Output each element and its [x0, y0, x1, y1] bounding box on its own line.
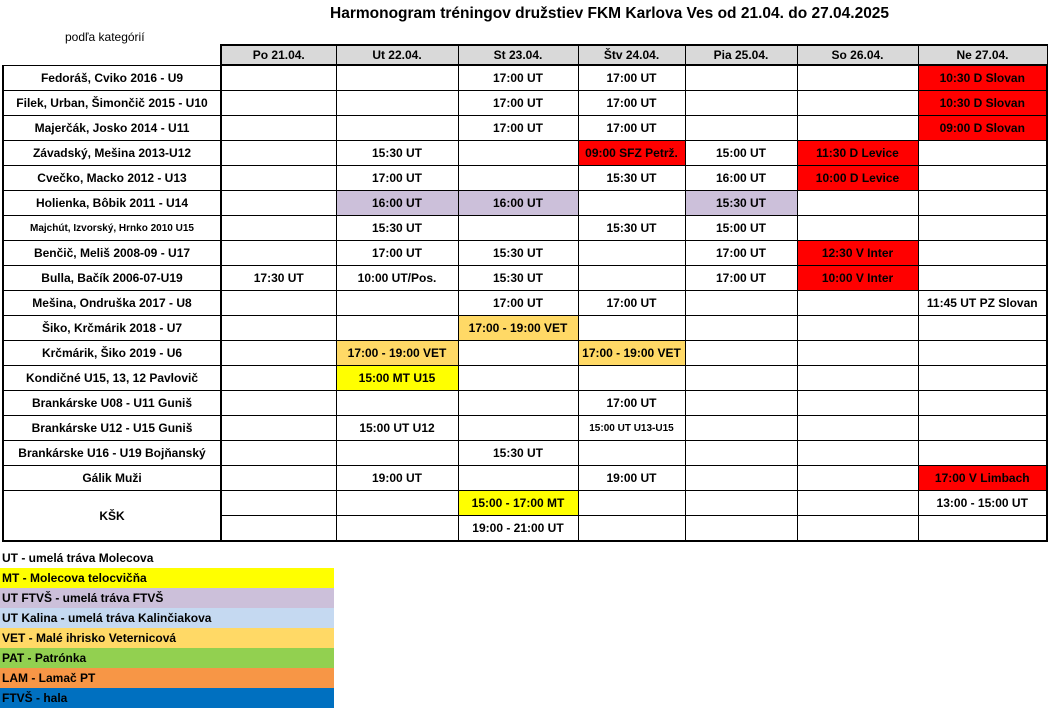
schedule-table: [2, 44, 1048, 542]
header-corner: [3, 45, 221, 65]
schedule-cell: 15:00 UT: [685, 141, 797, 166]
schedule-cell: [336, 516, 458, 542]
team-label: Cvečko, Macko 2012 - U13: [3, 166, 221, 191]
schedule-cell: [221, 291, 336, 316]
schedule-cell: [221, 91, 336, 116]
schedule-cell: 10:30 D Slovan: [918, 65, 1047, 91]
schedule-cell: [221, 366, 336, 391]
schedule-cell: 17:00 UT: [578, 291, 685, 316]
day-header: Ut 22.04.: [336, 45, 458, 65]
schedule-cell: [918, 391, 1047, 416]
schedule-cell: [221, 491, 336, 516]
schedule-cell: [458, 216, 578, 241]
schedule-cell: 10:00 UT/Pos.: [336, 266, 458, 291]
legend-item: LAM - Lamač PT: [0, 668, 334, 688]
legend-item: UT - umelá tráva Molecova: [0, 548, 334, 568]
schedule-cell: 17:00 UT: [685, 241, 797, 266]
schedule-cell: [797, 341, 918, 366]
schedule-cell: [918, 191, 1047, 216]
schedule-row: [3, 65, 1047, 91]
schedule-cell: [578, 316, 685, 341]
schedule-cell: [918, 216, 1047, 241]
schedule-cell: [918, 266, 1047, 291]
schedule-cell: [458, 366, 578, 391]
team-label: Krčmárik, Šiko 2019 - U6: [3, 341, 221, 366]
schedule-cell: [685, 291, 797, 316]
schedule-cell: [797, 291, 918, 316]
schedule-row: [3, 391, 1047, 416]
schedule-cell: 16:00 UT: [458, 191, 578, 216]
schedule-cell: [221, 416, 336, 441]
schedule-cell: 10:00 D Levice: [797, 166, 918, 191]
schedule-cell: 15:30 UT: [458, 266, 578, 291]
schedule-cell: 15:30 UT: [578, 166, 685, 191]
schedule-cell: [221, 516, 336, 542]
schedule-cell: [578, 366, 685, 391]
schedule-cell: [221, 466, 336, 491]
schedule-cell: [918, 416, 1047, 441]
schedule-cell: [685, 341, 797, 366]
schedule-cell: 15:30 UT: [578, 216, 685, 241]
schedule-cell: 17:00 - 19:00 VET: [578, 341, 685, 366]
schedule-cell: [797, 491, 918, 516]
schedule-row: [3, 141, 1047, 166]
schedule-cell: [221, 141, 336, 166]
schedule-cell: [458, 416, 578, 441]
schedule-cell: [918, 141, 1047, 166]
legend-item: PAT - Patrónka: [0, 648, 334, 668]
schedule-row: [3, 241, 1047, 266]
schedule-cell: [578, 191, 685, 216]
schedule-cell: 13:00 - 15:00 UT: [918, 491, 1047, 516]
schedule-cell: 17:00 UT: [336, 166, 458, 191]
schedule-cell: [797, 116, 918, 141]
team-label: Závadský, Mešina 2013-U12: [3, 141, 221, 166]
team-label: Brankárske U16 - U19 Bojňanský: [3, 441, 221, 466]
schedule-cell: 17:00 V Limbach: [918, 466, 1047, 491]
schedule-cell: 15:30 UT: [336, 216, 458, 241]
team-label: KŠK: [3, 491, 221, 542]
schedule-cell: [685, 65, 797, 91]
schedule-cell: 17:00 UT: [336, 241, 458, 266]
team-label: Brankárske U08 - U11 Guniš: [3, 391, 221, 416]
schedule-cell: [221, 441, 336, 466]
team-label: Holienka, Bôbik 2011 - U14: [3, 191, 221, 216]
schedule-cell: [221, 65, 336, 91]
schedule-cell: 17:00 UT: [458, 116, 578, 141]
team-label: Filek, Urban, Šimončič 2015 - U10: [3, 91, 221, 116]
team-label: Fedoráš, Cviko 2016 - U9: [3, 65, 221, 91]
day-header: Ne 27.04.: [918, 45, 1047, 65]
schedule-cell: [336, 441, 458, 466]
team-label: Majerčák, Josko 2014 - U11: [3, 116, 221, 141]
schedule-cell: [797, 316, 918, 341]
schedule-cell: [221, 316, 336, 341]
schedule-row: [3, 191, 1047, 216]
schedule-cell: 15:30 UT: [685, 191, 797, 216]
schedule-cell: 10:30 D Slovan: [918, 91, 1047, 116]
schedule-cell: 15:00 - 17:00 MT: [458, 491, 578, 516]
schedule-cell: [797, 366, 918, 391]
day-header: St 23.04.: [458, 45, 578, 65]
schedule-cell: [685, 441, 797, 466]
schedule-cell: 17:00 - 19:00 VET: [336, 341, 458, 366]
team-label: Mešina, Ondruška 2017 - U8: [3, 291, 221, 316]
schedule-row: [3, 316, 1047, 341]
team-label: Benčič, Meliš 2008-09 - U17: [3, 241, 221, 266]
schedule-cell: [797, 516, 918, 542]
schedule-cell: 17:00 - 19:00 VET: [458, 316, 578, 341]
schedule-cell: 17:00 UT: [458, 291, 578, 316]
schedule-cell: [918, 366, 1047, 391]
schedule-cell: 17:00 UT: [685, 266, 797, 291]
schedule-cell: [918, 316, 1047, 341]
schedule-row: [3, 466, 1047, 491]
schedule-cell: [685, 416, 797, 441]
schedule-cell: [221, 391, 336, 416]
schedule-cell: [685, 391, 797, 416]
schedule-cell: 17:00 UT: [578, 65, 685, 91]
schedule-cell: 09:00 D Slovan: [918, 116, 1047, 141]
schedule-row: [3, 291, 1047, 316]
schedule-cell: 17:30 UT: [221, 266, 336, 291]
legend-item: MT - Molecova telocvičňa: [0, 568, 334, 588]
day-header: Štv 24.04.: [578, 45, 685, 65]
team-label: Šiko, Krčmárik 2018 - U7: [3, 316, 221, 341]
schedule-row: [3, 491, 1047, 516]
schedule-cell: [797, 416, 918, 441]
schedule-cell: [578, 266, 685, 291]
team-label: Gálik Muži: [3, 466, 221, 491]
schedule-cell: [685, 366, 797, 391]
schedule-cell: [221, 341, 336, 366]
schedule-cell: 16:00 UT: [336, 191, 458, 216]
day-header-row: [3, 45, 1047, 65]
day-header: Pia 25.04.: [685, 45, 797, 65]
schedule-cell: [797, 216, 918, 241]
schedule-cell: [685, 116, 797, 141]
schedule-cell: 16:00 UT: [685, 166, 797, 191]
schedule-cell: [918, 241, 1047, 266]
day-header: Po 21.04.: [221, 45, 336, 65]
schedule-cell: 09:00 SFZ Petrž.: [578, 141, 685, 166]
schedule-cell: 11:45 UT PZ Slovan: [918, 291, 1047, 316]
schedule-cell: 19:00 UT: [336, 466, 458, 491]
schedule-row: [3, 116, 1047, 141]
day-header: So 26.04.: [797, 45, 918, 65]
schedule-cell: [797, 191, 918, 216]
schedule-cell: [797, 391, 918, 416]
schedule-cell: 17:00 UT: [578, 116, 685, 141]
schedule-cell: [918, 516, 1047, 542]
schedule-cell: 15:30 UT: [336, 141, 458, 166]
schedule-cell: [336, 65, 458, 91]
team-label: Kondičné U15, 13, 12 Pavlovič: [3, 366, 221, 391]
schedule-cell: [458, 391, 578, 416]
schedule-cell: [221, 241, 336, 266]
schedule-cell: [336, 91, 458, 116]
schedule-cell: [797, 91, 918, 116]
schedule-cell: [458, 141, 578, 166]
schedule-cell: [918, 166, 1047, 191]
schedule-row: [3, 91, 1047, 116]
schedule-cell: [336, 116, 458, 141]
schedule-cell: 17:00 UT: [458, 65, 578, 91]
schedule-cell: [685, 91, 797, 116]
team-label: Majchút, Izvorský, Hrnko 2010 U15: [3, 216, 221, 241]
schedule-cell: 15:30 UT: [458, 441, 578, 466]
schedule-row: [3, 366, 1047, 391]
schedule-cell: [221, 116, 336, 141]
legend-item: UT Kalina - umelá tráva Kalinčiakova: [0, 608, 334, 628]
schedule-cell: 15:00 UT U12: [336, 416, 458, 441]
schedule-cell: [685, 466, 797, 491]
schedule-row: [3, 416, 1047, 441]
schedule-cell: [336, 291, 458, 316]
schedule-cell: 17:00 UT: [458, 91, 578, 116]
schedule-cell: [458, 166, 578, 191]
page-subtitle: podľa kategórií: [65, 30, 145, 44]
schedule-cell: 15:00 UT U13-U15: [578, 416, 685, 441]
schedule-cell: 12:30 V Inter: [797, 241, 918, 266]
schedule-cell: 17:00 UT: [578, 91, 685, 116]
schedule-cell: [458, 341, 578, 366]
schedule-cell: 19:00 - 21:00 UT: [458, 516, 578, 542]
schedule-cell: 19:00 UT: [578, 466, 685, 491]
schedule-cell: [458, 466, 578, 491]
schedule-cell: [336, 491, 458, 516]
schedule-cell: [221, 216, 336, 241]
schedule-cell: [918, 341, 1047, 366]
schedule-row: [3, 441, 1047, 466]
schedule-cell: 17:00 UT: [578, 391, 685, 416]
schedule-cell: [221, 166, 336, 191]
team-label: Bulla, Bačík 2006-07-U19: [3, 266, 221, 291]
schedule-row: [3, 216, 1047, 241]
schedule-cell: [336, 391, 458, 416]
schedule-row: [3, 266, 1047, 291]
schedule-cell: [685, 316, 797, 341]
schedule-cell: [336, 316, 458, 341]
schedule-cell: [918, 441, 1047, 466]
schedule-cell: [797, 466, 918, 491]
legend-item: VET - Malé ihrisko Veternicová: [0, 628, 334, 648]
legend: [0, 548, 334, 708]
schedule-cell: 15:30 UT: [458, 241, 578, 266]
schedule-cell: 15:00 MT U15: [336, 366, 458, 391]
schedule-cell: 15:00 UT: [685, 216, 797, 241]
schedule-cell: [578, 491, 685, 516]
schedule-cell: 11:30 D Levice: [797, 141, 918, 166]
schedule-cell: [685, 516, 797, 542]
legend-item: FTVŠ - hala: [0, 688, 334, 708]
schedule-cell: [797, 65, 918, 91]
schedule-cell: 10:00 V Inter: [797, 266, 918, 291]
schedule-cell: [685, 491, 797, 516]
page-title: Harmonogram tréningov družstiev FKM Karlova Ves od 21.04. do 27.04.2025: [330, 5, 890, 22]
schedule-cell: [221, 191, 336, 216]
schedule-cell: [578, 516, 685, 542]
schedule-cell: [797, 441, 918, 466]
schedule-row: [3, 341, 1047, 366]
schedule-cell: [578, 241, 685, 266]
schedule-row: [3, 166, 1047, 191]
team-label: Brankárske U12 - U15 Guniš: [3, 416, 221, 441]
legend-item: UT FTVŠ - umelá tráva FTVŠ: [0, 588, 334, 608]
schedule-cell: [578, 441, 685, 466]
